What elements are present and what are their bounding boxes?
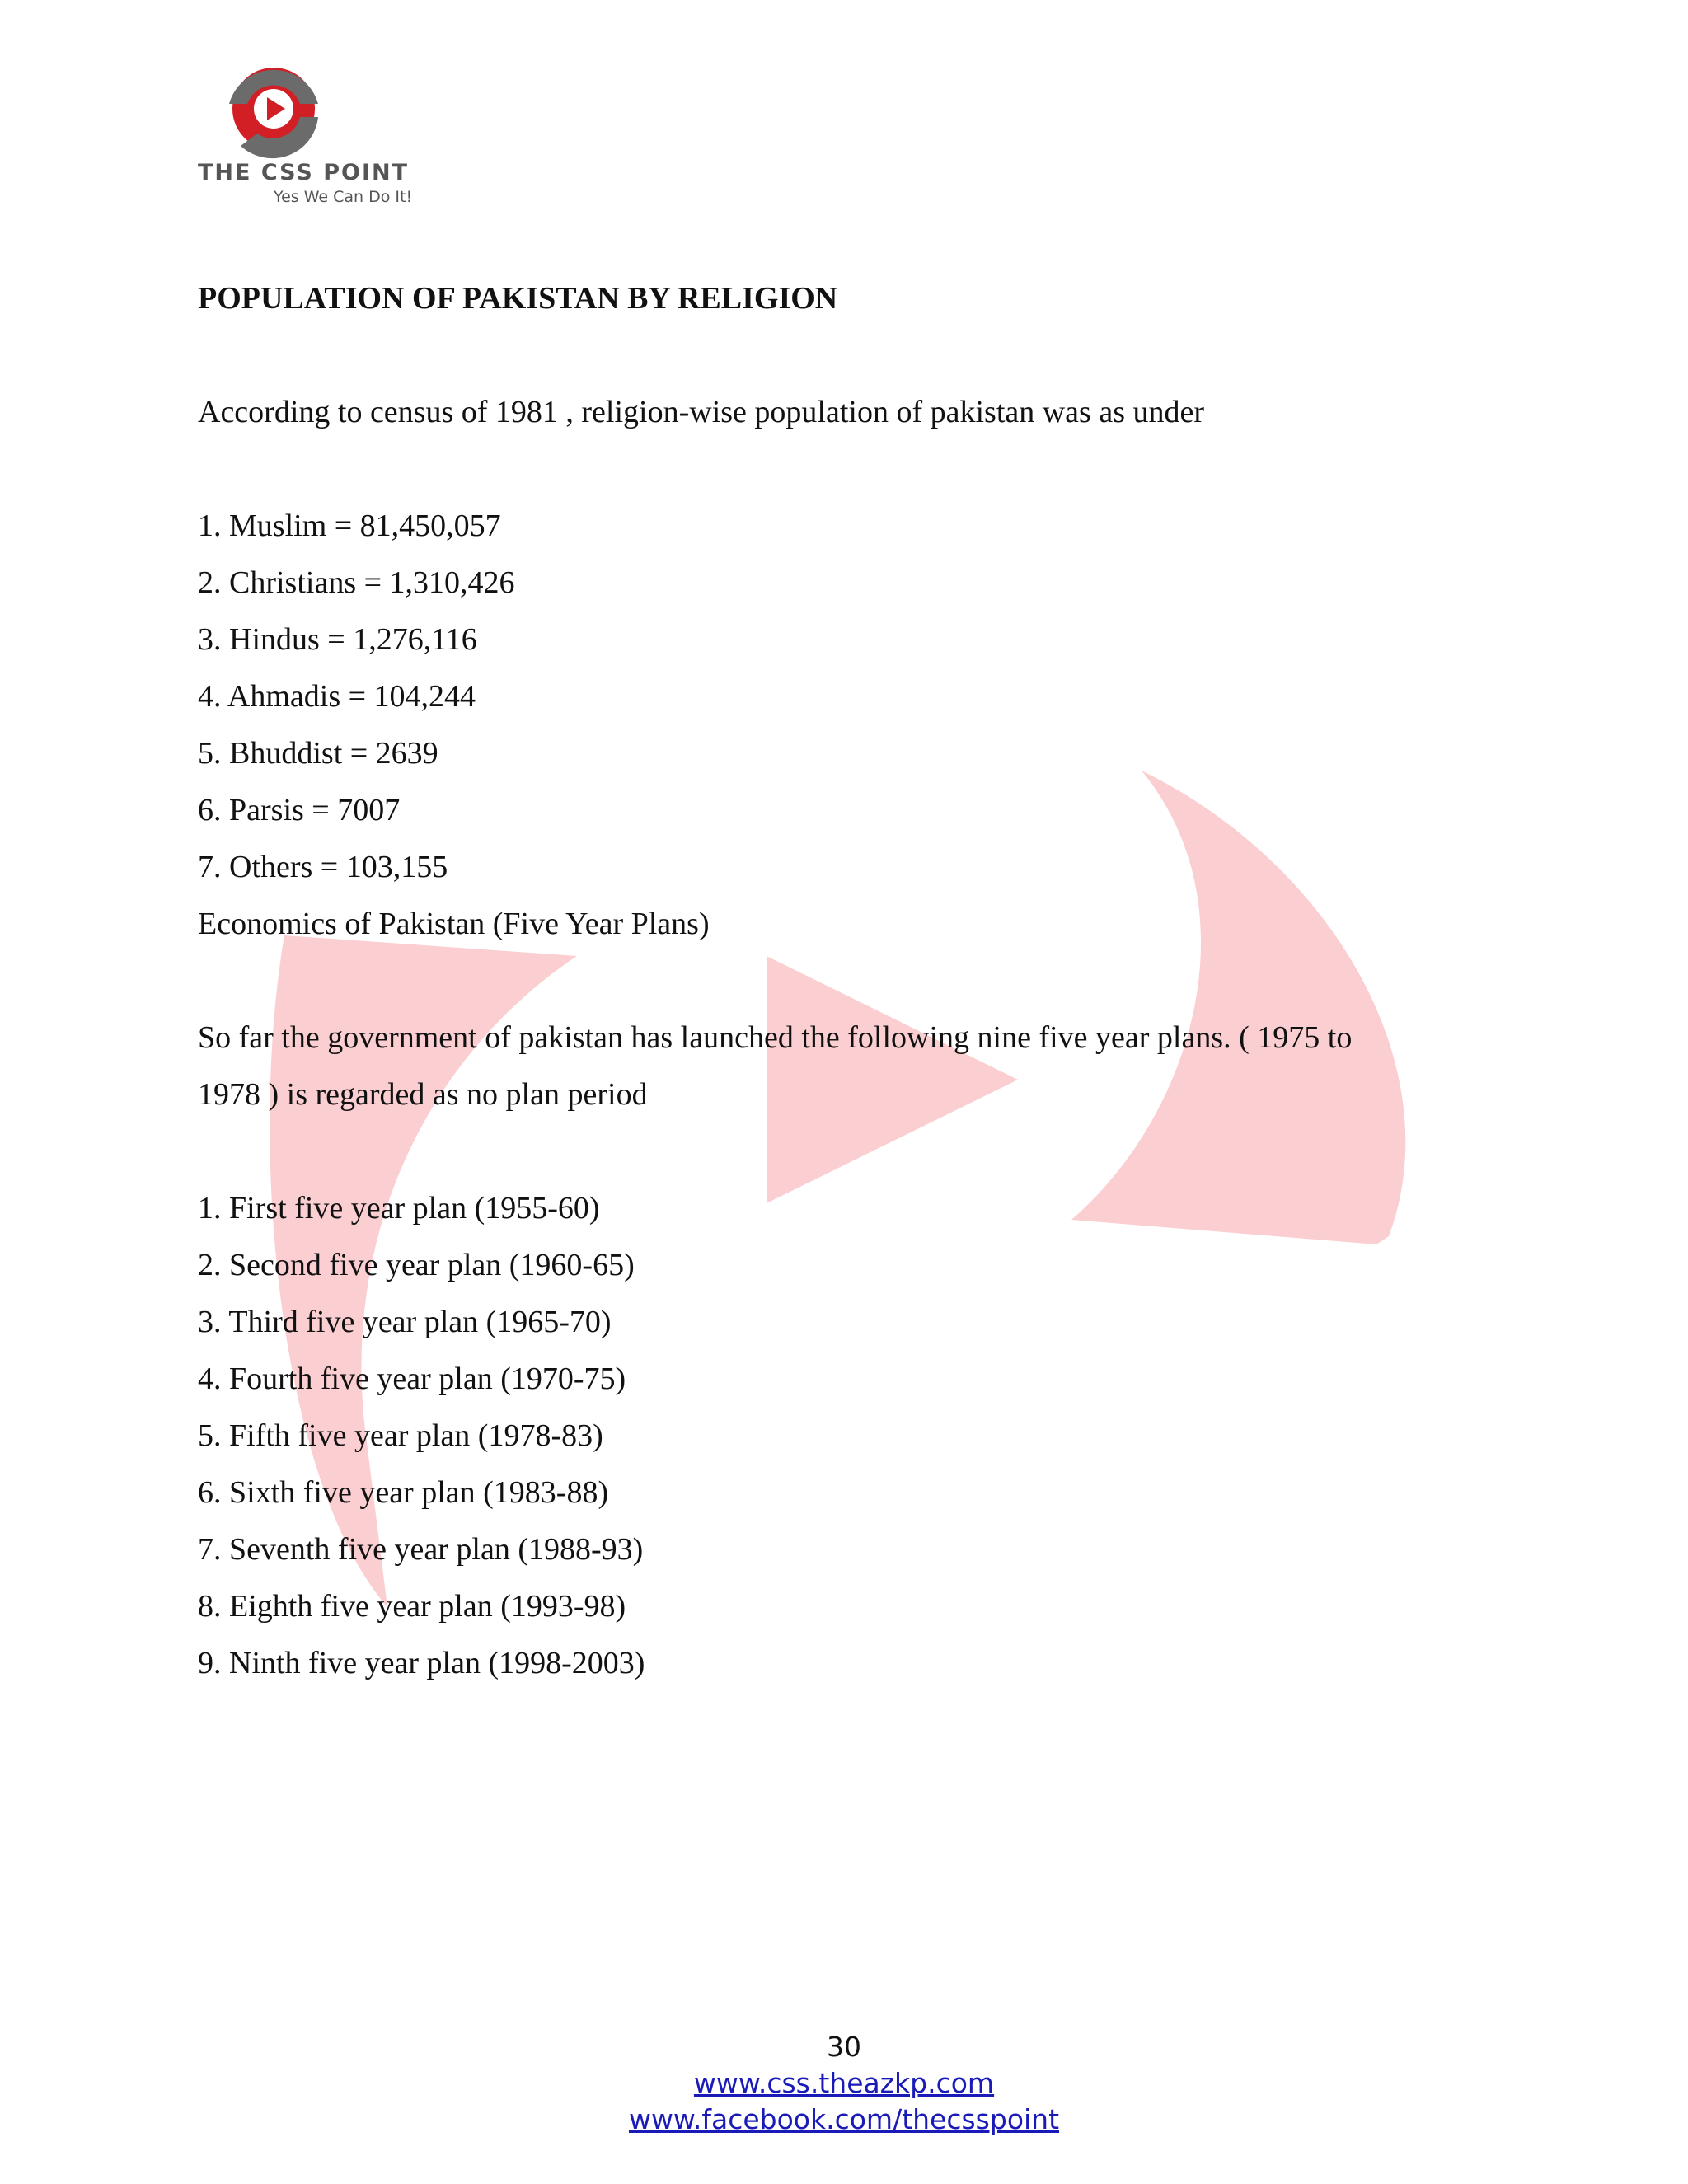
page-title: POPULATION OF PAKISTAN BY RELIGION [198, 281, 838, 316]
list-item: 6. Sixth five year plan (1983-88) [198, 1475, 609, 1510]
logo-tagline: Yes We Can Do It! [274, 188, 413, 206]
religion-list [198, 498, 1500, 896]
list-item: 2. Christians = 1,310,426 [198, 565, 515, 600]
website-link[interactable]: www.css.theazkp.com [693, 2067, 995, 2099]
list-item: 5. Fifth five year plan (1978-83) [198, 1418, 603, 1453]
logo [198, 59, 437, 216]
list-item: 5. Bhuddist = 2639 [198, 736, 438, 771]
document-body [198, 270, 1500, 1692]
economics-heading: Economics of Pakistan (Five Year Plans) [198, 907, 710, 941]
plans-intro-line-2: 1978 ) is regarded as no plan period [198, 1077, 648, 1112]
list-item: 2. Second five year plan (1960-65) [198, 1248, 635, 1282]
plans-list [198, 1180, 1500, 1692]
list-item: 3. Third five year plan (1965-70) [198, 1305, 612, 1339]
list-item: 8. Eighth five year plan (1993-98) [198, 1589, 626, 1624]
list-item: 6. Parsis = 7007 [198, 793, 401, 827]
page-number: 30 [827, 2031, 861, 2063]
logo-mark-icon [216, 59, 331, 162]
list-item: 4. Ahmadis = 104,244 [198, 679, 476, 714]
list-item: 4. Fourth five year plan (1970-75) [198, 1361, 626, 1396]
facebook-link[interactable]: www.facebook.com/thecsspoint [628, 2103, 1060, 2135]
page-footer [0, 2029, 1688, 2138]
list-item: 3. Hindus = 1,276,116 [198, 622, 477, 657]
list-item: 7. Others = 103,155 [198, 850, 448, 884]
list-item: 7. Seventh five year plan (1988-93) [198, 1532, 644, 1567]
list-item: 1. Muslim = 81,450,057 [198, 509, 501, 543]
census-intro: According to census of 1981 , religion-wise population of pakistan was as under [198, 395, 1205, 429]
list-item: 9. Ninth five year plan (1998-2003) [198, 1646, 645, 1680]
list-item: 1. First five year plan (1955-60) [198, 1191, 600, 1226]
logo-name: THE CSS POINT [198, 160, 410, 185]
plans-intro-line-1: So far the government of pakistan has launched the following nine five year plans. ( 1975 to [198, 1020, 1353, 1055]
